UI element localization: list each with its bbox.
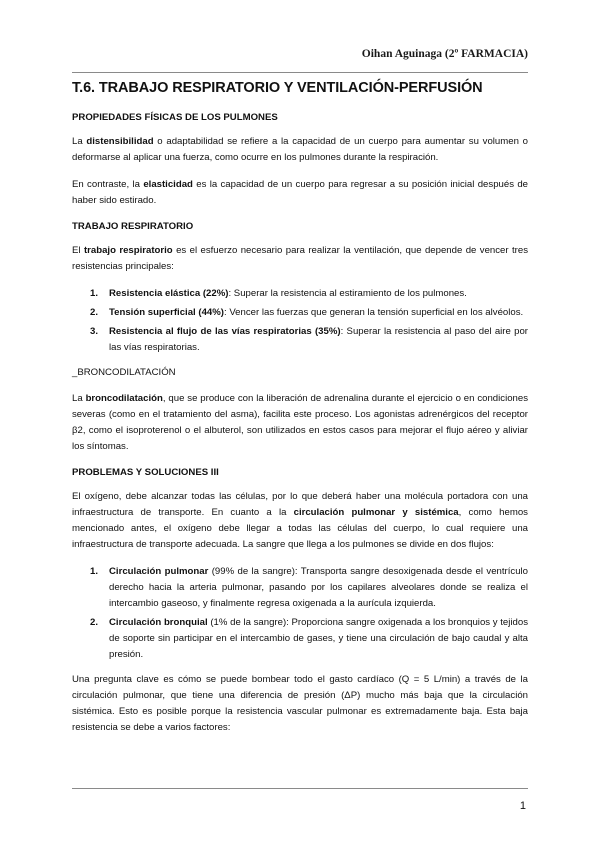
list-item	[72, 564, 528, 612]
paragraph-broncodilatacion	[72, 391, 528, 455]
text-run: En contraste, la	[72, 179, 144, 190]
bold-term: distensibilidad	[86, 136, 154, 147]
text-run: La	[72, 393, 86, 404]
list-number: 2.	[90, 617, 99, 628]
bold-term: Tensión superficial (44%)	[109, 307, 224, 318]
section-heading-propiedades: PROPIEDADES FÍSICAS DE LOS PULMONES	[72, 112, 278, 123]
text-run: , que se produce con la liberación de adrenalina durante el ejercicio o en condiciones severas (como en el tratamiento del asma), facilita este proceso. Los agonistas adrenérgicos del receptor β2, como el isoproterenol o el albuterol, son utilizados en estos casos para mejorar el flujo aéreo y aliviar los síntomas.	[72, 393, 528, 452]
text-run: El oxígeno, debe alcanzar todas las células, por lo que deberá haber una molécula portadora con una infraestructura de transporte. En cuanto a la	[72, 491, 528, 518]
paragraph-distensibilidad	[72, 134, 528, 166]
list-item	[72, 286, 528, 302]
list-item	[72, 615, 528, 663]
bold-term: circulación pulmonar y sistémica	[293, 507, 459, 518]
bold-term: Circulación bronquial	[109, 617, 208, 628]
subheading-broncodilatacion: _BRONCODILATACIÓN	[72, 367, 176, 378]
text-run: es el esfuerzo necesario para realizar la ventilación, que depende de vencer tres resistencias principales:	[72, 245, 528, 272]
text-run: : Superar la resistencia al paso del aire por las vías respiratorias.	[109, 326, 528, 353]
paragraph-elasticidad	[72, 177, 528, 209]
bold-term: elasticidad	[143, 179, 193, 190]
document-body	[72, 106, 528, 747]
list-number: 1.	[90, 288, 99, 299]
paragraph-gasto-cardiaco: Una pregunta clave es cómo se puede bombear todo el gasto cardíaco (Q = 5 L/min) a través de la circulación pulmonar, que tiene una diferencia de presión (ΔP) mucho más baja que la circulación sistémica. Esto es posible porque la resistencia vascular pulmonar es extremadamente baja. Esta baja resistencia se debe a varios factores:	[72, 674, 528, 733]
list-number: 3.	[90, 326, 99, 337]
list-item	[72, 324, 528, 356]
resistances-list	[72, 286, 528, 356]
text-run: La	[72, 136, 87, 147]
page-header-author: Oihan Aguinaga (2º FARMACIA)	[361, 48, 528, 60]
bold-term: Resistencia elástica (22%)	[109, 288, 229, 299]
section-heading-problemas: PROBLEMAS Y SOLUCIONES III	[72, 467, 219, 478]
list-number: 1.	[90, 566, 99, 577]
text-run: : Superar la resistencia al estiramiento de los pulmones.	[228, 288, 467, 299]
header-divider	[72, 72, 528, 73]
text-run: (99% de la sangre): Transporta sangre desoxigenada desde el ventrículo derecho hacia la arteria pulmonar, pasando por los capilares alveolares donde se realiza el intercambio gaseoso, y finalmente regresa oxigenada a la aurícula izquierda.	[109, 566, 528, 609]
text-run: , como hemos mencionado antes, el oxígeno debe llegar a todas las células del cuerpo, lo cual requiere una infraestructura de transporte adecuada. La sangre que llega a los pulmones se divide en dos flujos:	[72, 507, 528, 550]
circulation-list	[72, 564, 528, 663]
bold-term: broncodilatación	[85, 393, 163, 404]
list-item	[72, 305, 528, 321]
paragraph-oxigeno	[72, 489, 528, 553]
text-run: El	[72, 245, 84, 256]
bold-term: Resistencia al flujo de las vías respiratorias (35%)	[109, 326, 341, 337]
page-number: 1	[519, 800, 526, 812]
paragraph-trabajo-respiratorio	[72, 243, 528, 275]
bold-term: Circulación pulmonar	[109, 566, 209, 577]
bold-term: trabajo respiratorio	[83, 245, 173, 256]
text-run: : Vencer las fuerzas que generan la tensión superficial en los alvéolos.	[223, 307, 524, 318]
footer-divider	[72, 788, 528, 789]
text-run: (1% de la sangre): Proporciona sangre oxigenada a los bronquios y tejidos de soporte sin participar en el intercambio de gases, y tiene una circulación de bajo caudal y alta presión.	[109, 617, 528, 660]
text-run: o adaptabilidad se refiere a la capacidad de un cuerpo para aumentar su volumen o deformarse al aplicar una fuerza, como ocurre en los pulmones durante la respiración.	[72, 136, 528, 163]
section-heading-trabajo-respiratorio: TRABAJO RESPIRATORIO	[72, 221, 194, 232]
list-number: 2.	[90, 307, 99, 318]
document-title: T.6. TRABAJO RESPIRATORIO Y VENTILACIÓN-PERFUSIÓN	[72, 80, 483, 96]
text-run: es la capacidad de un cuerpo para regresar a su posición inicial después de haber sido estirado.	[72, 179, 528, 206]
